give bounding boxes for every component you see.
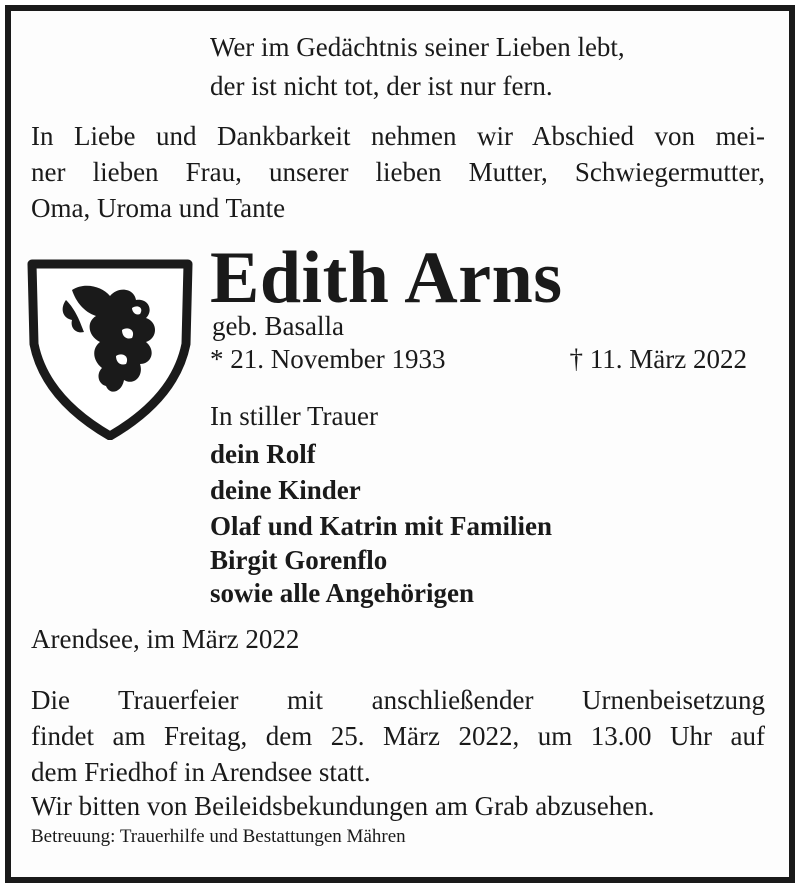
birth-date: * 21. November 1933 — [210, 344, 446, 374]
intro-line-1: In Liebe und Dankbarkeit nehmen wir Abschied von mei- — [31, 121, 765, 151]
coat-of-arms-icon — [26, 256, 194, 440]
mourner-name: dein Rolf — [210, 439, 316, 469]
deceased-name: Edith Arns — [210, 237, 563, 319]
birth-name: geb. Basalla — [212, 311, 344, 341]
intro-line-3: Oma, Uroma und Tante — [31, 193, 286, 223]
funeral-line-1: Die Trauerfeier mit anschließender Urnenbeisetzung — [31, 685, 765, 715]
mourners-intro: In stiller Trauer — [210, 401, 378, 431]
place-date: Arendsee, im März 2022 — [31, 624, 300, 654]
poem-line-1: Wer im Gedächtnis seiner Lieben lebt, — [210, 32, 625, 62]
funeral-line-4: Wir bitten von Beileidsbekundungen am Grab abzusehen. — [31, 791, 655, 821]
mourner-name: Olaf und Katrin mit Familien — [210, 511, 553, 541]
funeral-director-credit: Betreuung: Trauerhilfe und Bestattungen Mähren — [31, 826, 406, 847]
funeral-line-2: findet am Freitag, dem 25. März 2022, um 13.00 Uhr auf — [31, 721, 765, 751]
intro-line-2: ner lieben Frau, unserer lieben Mutter, Schwiegermutter, — [31, 157, 765, 187]
mourner-name: Birgit Gorenflo — [210, 545, 388, 575]
mourner-name: sowie alle Angehörigen — [210, 578, 474, 608]
death-date: † 11. März 2022 — [569, 344, 747, 374]
poem-line-2: der ist nicht tot, der ist nur fern. — [210, 71, 553, 101]
funeral-line-3: dem Friedhof in Arendsee statt. — [31, 757, 371, 787]
mourner-name: deine Kinder — [210, 475, 361, 505]
